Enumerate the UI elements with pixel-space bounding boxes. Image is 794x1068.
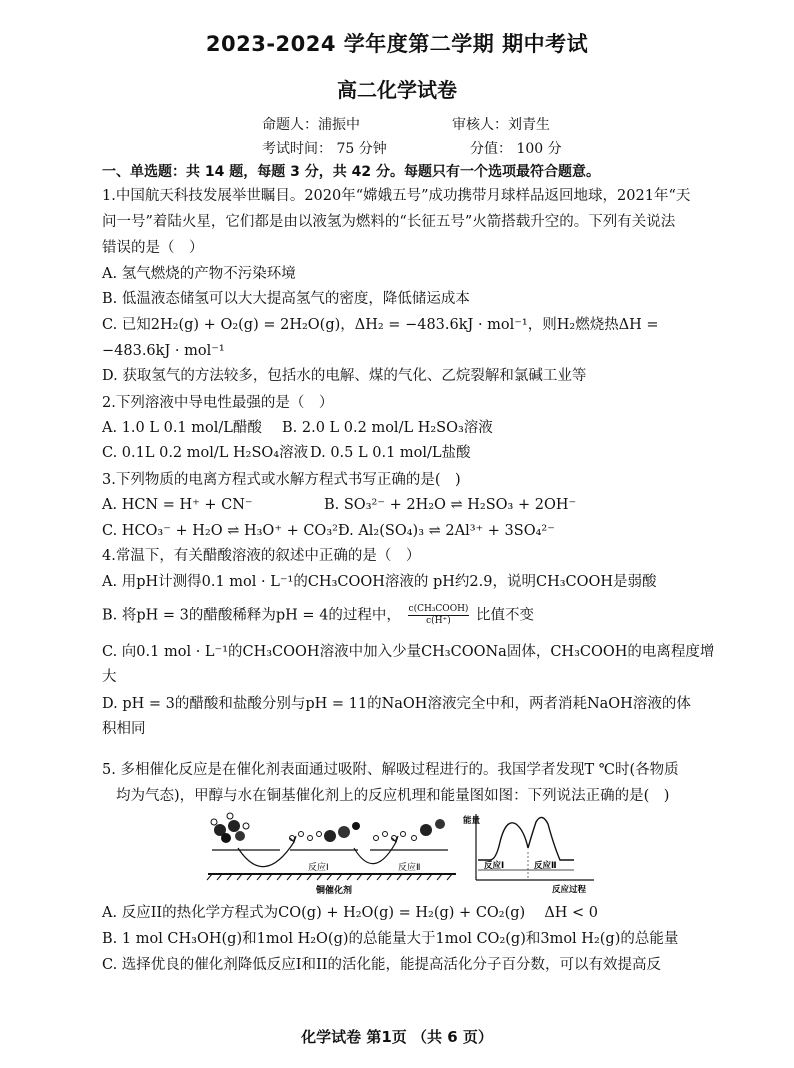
q1-stem-line3: 错误的是（ ） bbox=[102, 240, 204, 256]
q3-option-c: C. HCO₃⁻ + H₂O ⇌ H₃O⁺ + CO₃²⁻ bbox=[102, 523, 346, 539]
reaction-1-label: 反应Ⅰ bbox=[308, 863, 329, 873]
q1-option-c-line2: −483.6kJ · mol⁻¹ bbox=[102, 343, 225, 359]
energy-diagram bbox=[462, 812, 596, 894]
time-label: 考试时间： 75 分钟 bbox=[262, 141, 387, 157]
q1-stem-line1: 1.中国航天科技发展举世瞩目。2020年“嫦娥五号”成功携带月球样品返回地球，2021年“天 bbox=[102, 188, 691, 204]
energy-axis-label: 能量 bbox=[463, 816, 481, 826]
q3-stem: 3.下列物质的电离方程式或水解方程式书写正确的是( ) bbox=[102, 472, 461, 488]
author-label: 命题人：浦振中 bbox=[262, 117, 360, 133]
segment-1-label: 反应Ⅰ bbox=[484, 861, 505, 871]
q4-stem: 4.常温下，有关醋酸溶液的叙述中正确的是（ ） bbox=[102, 548, 421, 564]
q4-option-d-line1: D. pH = 3的醋酸和盐酸分别与pH = 11的NaOH溶液完全中和，两者消耗NaOH溶液的体 bbox=[102, 696, 691, 712]
exam-title: 2023-2024 学年度第二学期 期中考试 bbox=[205, 32, 589, 56]
page-footer: 化学试卷 第1页 （共 6 页） bbox=[301, 1028, 493, 1046]
q4-option-b-suffix: 比值不变 bbox=[476, 607, 535, 624]
catalyst-label: 铜催化剂 bbox=[316, 886, 353, 896]
score-label: 分值： 100 分 bbox=[470, 141, 562, 157]
intermediate-molecules-2 bbox=[374, 819, 446, 841]
mechanism-figure bbox=[204, 808, 460, 898]
q1-stem-line2: 问一号”着陆火星，它们都是由以液氢为燃料的“长征五号”火箭搭载升空的。下列有关说法 bbox=[102, 214, 676, 230]
section-heading: 一、单选题：共 14 题，每题 3 分，共 42 分。每题只有一个选项最符合题意。 bbox=[102, 164, 600, 180]
q2-stem: 2.下列溶液中导电性最强的是（ ） bbox=[102, 395, 334, 411]
q5-option-c: C. 选择优良的催化剂降低反应I和II的活化能，能提高活化分子百分数，可以有效提高反 bbox=[102, 957, 661, 973]
q2-option-a: A. 1.0 L 0.1 mol/L醋酸 bbox=[102, 420, 262, 436]
q2-option-c: C. 0.1L 0.2 mol/L H₂SO₄溶液 bbox=[102, 445, 309, 461]
q3-option-d: D. Al₂(SO₄)₃ ⇌ 2Al³⁺ + 3SO₄²⁻ bbox=[338, 523, 555, 539]
q5-stem-line1: 5. 多相催化反应是在催化剂表面通过吸附、解吸过程进行的。我国学者发现T ℃时(各物质 bbox=[102, 762, 679, 778]
q4-option-b-fraction bbox=[408, 604, 470, 627]
reaction-arrows bbox=[238, 836, 398, 867]
q4-option-c-line1: C. 向0.1 mol · L⁻¹的CH₃COOH溶液中加入少量CH₃COONa固体，CH₃COOH的电离程度增 bbox=[102, 644, 715, 660]
q1-option-c-line1: C. 已知2H₂(g) + O₂(g) = 2H₂O(g)，ΔH₂ = −483.6kJ · mol⁻¹，则H₂燃烧热ΔH = bbox=[102, 317, 659, 333]
q5-stem-line2: 均为气态)，甲醇与水在铜基催化剂上的反应机理和能量图如图：下列说法正确的是( ) bbox=[116, 788, 670, 804]
q1-option-d: D. 获取氢气的方法较多，包括水的电解、煤的气化、乙烷裂解和氯碱工业等 bbox=[102, 368, 587, 384]
q5-option-a: A. 反应II的热化学方程式为CO(g) + H₂O(g) = H₂(g) + CO₂(g) ΔH < 0 bbox=[102, 905, 599, 921]
q2-option-b: B. 2.0 L 0.2 mol/L H₂SO₃溶液 bbox=[282, 420, 493, 436]
q2-options-row1 bbox=[102, 418, 754, 438]
fraction-numerator: c(CH₃COOH) bbox=[408, 604, 469, 614]
q2-option-d: D. 0.5 L 0.1 mol/L盐酸 bbox=[310, 445, 471, 461]
exam-subtitle: 高二化学试卷 bbox=[337, 78, 457, 102]
energy-curve bbox=[478, 817, 574, 860]
progress-axis-label: 反应过程 bbox=[552, 885, 587, 894]
q4-option-c-line2: 大 bbox=[102, 669, 117, 685]
q5-option-b: B. 1 mol CH₃OH(g)和1mol H₂O(g)的总能量大于1mol CO₂(g)和3mol H₂(g)的总能量 bbox=[102, 931, 679, 947]
q1-option-b: B. 低温液态储氢可以大大提高氢气的密度，降低储运成本 bbox=[102, 291, 470, 307]
methanol-molecule bbox=[211, 813, 249, 843]
q3-option-a: A. HCN = H⁺ + CN⁻ bbox=[102, 497, 253, 513]
reviewer-label: 审核人：刘青生 bbox=[452, 117, 550, 133]
q3-options-row2 bbox=[102, 521, 754, 541]
segment-2-label: 反应Ⅱ bbox=[534, 861, 557, 871]
reaction-2-label: 反应Ⅱ bbox=[398, 863, 421, 873]
q4-option-d-line2: 积相同 bbox=[102, 721, 146, 737]
q4-option-b-prefix: B. 将pH = 3的醋酸稀释为pH = 4的过程中， bbox=[102, 607, 401, 624]
intermediate-molecules-1 bbox=[290, 822, 361, 842]
q4-option-b bbox=[102, 604, 754, 634]
fraction-denominator: c(H⁺) bbox=[426, 616, 451, 626]
q4-option-a: A. 用pH计测得0.1 mol · L⁻¹的CH₃COOH溶液的 pH约2.9，说明CH₃COOH是弱酸 bbox=[102, 574, 657, 590]
q3-options-row1 bbox=[102, 495, 754, 515]
q1-option-a: A. 氢气燃烧的产物不污染环境 bbox=[102, 266, 296, 282]
q2-options-row2 bbox=[102, 443, 754, 463]
q3-option-b: B. SO₃²⁻ + 2H₂O ⇌ H₂SO₃ + 2OH⁻ bbox=[324, 497, 577, 513]
